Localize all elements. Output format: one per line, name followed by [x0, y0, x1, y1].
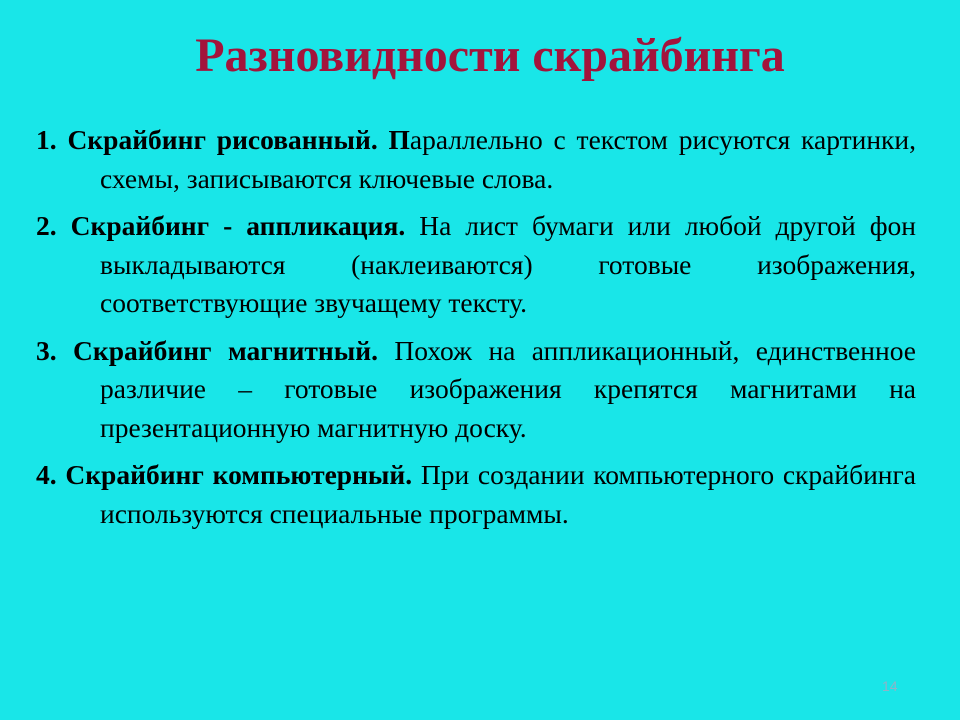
slide-title: Разновидности скрайбинга	[195, 29, 785, 82]
item-text: При создании компьютерного скрайбинга используются специальные программы.	[100, 459, 916, 529]
list-item-magnetic	[36, 332, 916, 448]
item-text: На лист бумаги или любой другой фон выкладываются (наклеиваются) готовые изображения, соответствующие звучащему тексту.	[100, 210, 916, 318]
item-heading: 4. Скрайбинг компьютерный.	[36, 459, 413, 490]
scribing-types-list	[36, 121, 916, 542]
list-item-computer	[36, 456, 916, 533]
item-heading: 1. Скрайбинг рисованный. П	[36, 124, 410, 155]
item-heading: 3. Скрайбинг магнитный.	[36, 334, 378, 366]
item-heading: 2. Скрайбинг - аппликация.	[36, 210, 406, 241]
list-item-drawn	[36, 121, 916, 198]
list-item-applique	[36, 207, 916, 323]
item-text: араллельно с текстом рисуются картинки, схемы, записываются ключевые слова.	[100, 124, 916, 194]
page-number: 14	[882, 678, 898, 694]
item-text: Похож на аппликационный, единственное различие – готовые изображения крепятся магнитами на презентационную магнитную доску.	[100, 334, 916, 443]
